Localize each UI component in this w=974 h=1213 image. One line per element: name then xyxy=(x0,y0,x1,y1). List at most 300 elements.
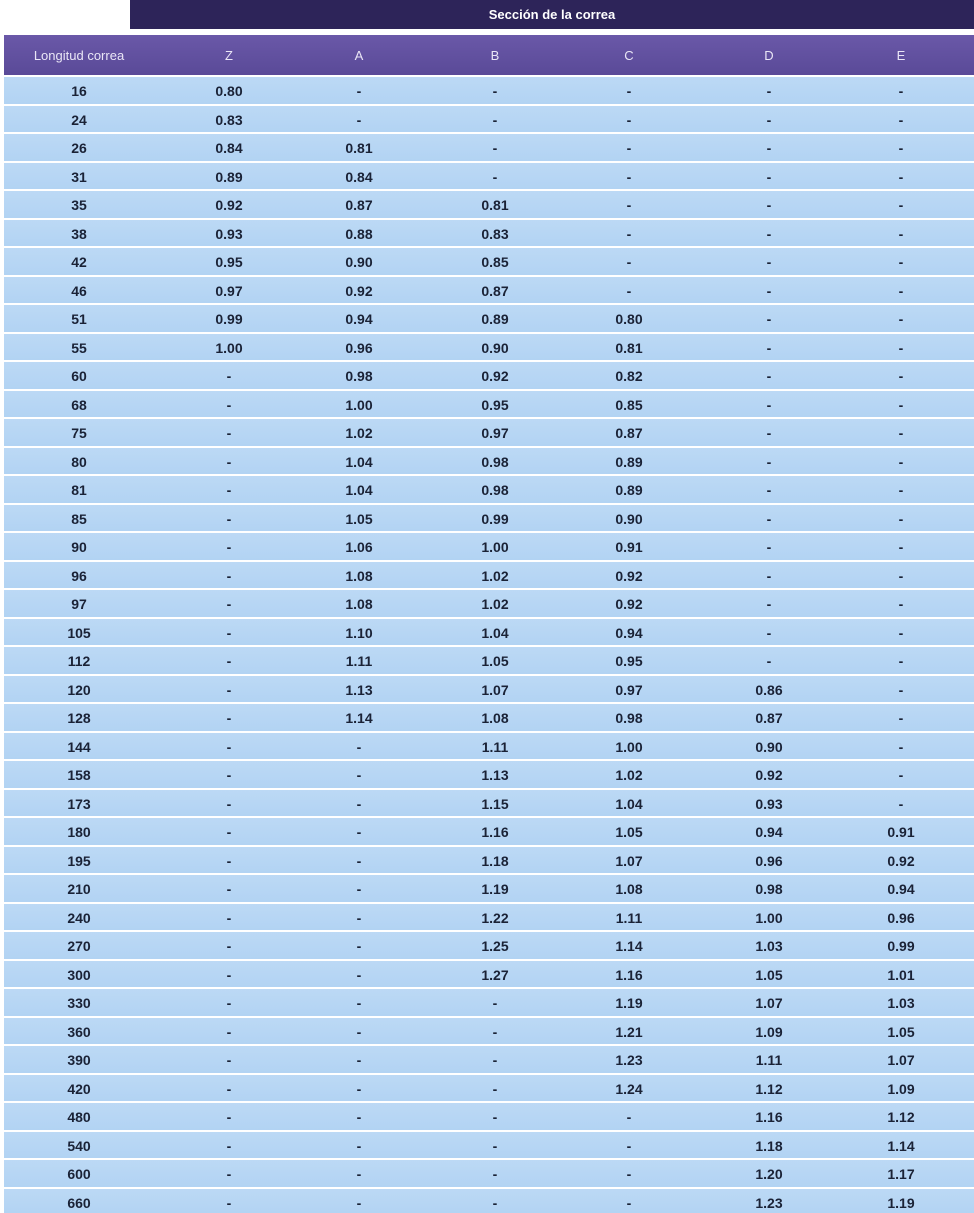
length-cell: 81 xyxy=(71,482,87,498)
table-row xyxy=(4,163,974,190)
factor-cell: 1.24 xyxy=(615,1080,643,1097)
factor-cell: 0.81 xyxy=(481,197,509,213)
factor-cell: - xyxy=(766,510,772,527)
factor-cell: 0.91 xyxy=(615,539,643,555)
factor-cell: - xyxy=(356,995,362,1011)
factor-cell: 0.92 xyxy=(481,368,509,384)
factor-cell: 0.98 xyxy=(481,453,509,470)
factor-cell: 1.04 xyxy=(345,453,373,470)
length-cell: 42 xyxy=(71,254,87,270)
factor-cell: - xyxy=(898,140,904,156)
factor-cell: 0.81 xyxy=(345,140,373,156)
factor-cell: 1.17 xyxy=(887,1166,915,1182)
factor-cell: 0.98 xyxy=(345,368,373,384)
factor-cell: - xyxy=(898,282,904,299)
factor-cell: 1.00 xyxy=(615,738,643,755)
factor-cell: 0.97 xyxy=(215,282,243,299)
table-row xyxy=(4,847,974,874)
factor-cell: 1.14 xyxy=(345,710,373,726)
factor-cell: 1.00 xyxy=(755,909,783,926)
table-row xyxy=(4,704,974,731)
factor-cell: - xyxy=(226,938,232,954)
length-cell: 75 xyxy=(71,425,87,441)
factor-cell: 1.02 xyxy=(615,767,643,783)
factor-cell: 1.00 xyxy=(215,339,243,356)
table-row xyxy=(4,476,974,503)
factor-cell: 0.93 xyxy=(755,795,783,812)
length-cell: 480 xyxy=(67,1109,91,1125)
factor-cell: - xyxy=(766,653,772,669)
factor-cell: - xyxy=(226,738,232,755)
factor-cell: - xyxy=(356,1023,362,1040)
table-row xyxy=(4,77,974,104)
table-row xyxy=(4,1189,974,1213)
length-cell: 180 xyxy=(67,824,91,840)
length-cell: 46 xyxy=(71,282,87,299)
factor-cell: - xyxy=(626,111,632,128)
factor-cell: 0.94 xyxy=(345,311,373,327)
factor-cell: - xyxy=(766,539,772,555)
factor-cell: - xyxy=(766,596,772,612)
factor-cell: - xyxy=(898,738,904,755)
factor-cell: - xyxy=(766,140,772,156)
table-row xyxy=(4,790,974,817)
length-cell: 240 xyxy=(67,909,91,926)
factor-cell: - xyxy=(766,567,772,584)
factor-cell: 1.23 xyxy=(755,1194,783,1211)
table-row xyxy=(4,875,974,902)
factor-cell: 1.19 xyxy=(887,1194,915,1211)
factor-cell: 0.90 xyxy=(755,738,783,755)
factor-cell: 0.80 xyxy=(615,311,643,327)
factor-cell: 1.08 xyxy=(345,567,373,584)
table-row xyxy=(4,1075,974,1102)
factor-cell: - xyxy=(226,995,232,1011)
factor-cell: 1.12 xyxy=(755,1080,783,1097)
factor-cell: - xyxy=(356,1194,362,1211)
factor-cell: 0.92 xyxy=(345,282,373,299)
factor-cell: - xyxy=(492,1023,498,1040)
factor-cell: 0.92 xyxy=(887,852,915,869)
factor-cell: - xyxy=(226,624,232,641)
length-cell: 270 xyxy=(67,938,91,954)
factor-cell: - xyxy=(226,1080,232,1097)
factor-cell: 0.92 xyxy=(215,197,243,213)
factor-cell: - xyxy=(898,311,904,327)
length-cell: 38 xyxy=(71,225,87,242)
factor-cell: - xyxy=(626,1137,632,1154)
factor-cell: - xyxy=(626,1194,632,1211)
factor-cell: - xyxy=(492,995,498,1011)
factor-cell: - xyxy=(766,254,772,270)
factor-cell: 1.08 xyxy=(345,596,373,612)
factor-cell: 1.07 xyxy=(755,995,783,1011)
factor-cell: 0.91 xyxy=(887,824,915,840)
factor-cell: 0.99 xyxy=(887,938,915,954)
table-row xyxy=(4,1160,974,1187)
factor-cell: 0.85 xyxy=(615,396,643,413)
factor-cell: - xyxy=(898,453,904,470)
factor-cell: - xyxy=(626,1109,632,1125)
factor-cell: 0.83 xyxy=(481,225,509,242)
factor-cell: 0.87 xyxy=(481,282,509,299)
factor-cell: - xyxy=(226,425,232,441)
factor-cell: - xyxy=(898,225,904,242)
factor-cell: - xyxy=(898,795,904,812)
length-cell: 158 xyxy=(67,767,91,783)
table-row xyxy=(4,989,974,1016)
table-row xyxy=(4,248,974,275)
factor-cell: 1.11 xyxy=(755,1052,783,1068)
factor-cell: 1.21 xyxy=(615,1023,643,1040)
table-row xyxy=(4,305,974,332)
factor-cell: 1.15 xyxy=(481,795,509,812)
factor-cell: - xyxy=(898,254,904,270)
length-cell: 210 xyxy=(67,881,91,897)
table-row xyxy=(4,134,974,161)
factor-cell: - xyxy=(766,368,772,384)
length-cell: 35 xyxy=(71,197,87,213)
length-cell: 112 xyxy=(67,653,91,669)
factor-cell: 0.80 xyxy=(215,83,243,99)
factor-cell: - xyxy=(492,1194,498,1211)
factor-cell: - xyxy=(356,738,362,755)
factor-cell: - xyxy=(492,168,498,185)
factor-cell: 1.09 xyxy=(755,1023,783,1040)
factor-cell: - xyxy=(626,197,632,213)
factor-cell: 0.98 xyxy=(481,482,509,498)
factor-cell: - xyxy=(626,254,632,270)
factor-cell: 1.25 xyxy=(481,938,509,954)
table-row xyxy=(4,818,974,845)
length-cell: 51 xyxy=(71,311,87,327)
table-row xyxy=(4,334,974,361)
factor-cell: - xyxy=(898,567,904,584)
header-z: Z xyxy=(225,47,233,63)
factor-cell: 1.00 xyxy=(345,396,373,413)
factor-cell: 1.05 xyxy=(755,966,783,983)
factor-cell: - xyxy=(766,453,772,470)
factor-cell: 1.18 xyxy=(755,1137,783,1154)
factor-cell: 1.22 xyxy=(481,909,509,926)
factor-cell: - xyxy=(898,482,904,498)
factor-cell: 0.84 xyxy=(215,140,243,156)
factor-cell: - xyxy=(766,282,772,299)
length-cell: 660 xyxy=(67,1194,91,1211)
table-row xyxy=(4,419,974,446)
factor-cell: - xyxy=(492,1137,498,1154)
factor-cell: 1.05 xyxy=(887,1023,915,1040)
table-row xyxy=(4,362,974,389)
factor-cell: 0.90 xyxy=(345,254,373,270)
factor-cell: 1.16 xyxy=(481,824,509,840)
length-cell: 120 xyxy=(67,681,91,698)
factor-cell: 1.16 xyxy=(615,966,643,983)
factor-cell: - xyxy=(898,681,904,698)
factor-cell: - xyxy=(226,767,232,783)
factor-cell: - xyxy=(226,396,232,413)
factor-cell: - xyxy=(766,225,772,242)
factor-cell: 1.08 xyxy=(615,881,643,897)
factor-cell: - xyxy=(226,596,232,612)
length-cell: 96 xyxy=(71,567,87,584)
factor-cell: 0.97 xyxy=(615,681,643,698)
table-row xyxy=(4,761,974,788)
table-row xyxy=(4,733,974,760)
factor-cell: - xyxy=(356,966,362,983)
factor-cell: - xyxy=(356,767,362,783)
factor-cell: - xyxy=(492,1080,498,1097)
factor-cell: 1.05 xyxy=(615,824,643,840)
length-cell: 68 xyxy=(71,396,87,413)
factor-cell: 1.04 xyxy=(345,482,373,498)
table-row xyxy=(4,448,974,475)
factor-cell: 1.12 xyxy=(887,1109,915,1125)
factor-cell: - xyxy=(226,710,232,726)
factor-cell: 0.94 xyxy=(887,881,915,897)
factor-cell: - xyxy=(226,1166,232,1182)
length-cell: 26 xyxy=(71,140,87,156)
factor-cell: - xyxy=(898,168,904,185)
length-cell: 105 xyxy=(67,624,91,641)
factor-cell: - xyxy=(492,1166,498,1182)
length-cell: 195 xyxy=(67,852,91,869)
length-cell: 60 xyxy=(71,368,87,384)
table-row xyxy=(4,1132,974,1159)
factor-cell: 1.08 xyxy=(481,710,509,726)
factor-cell: 1.11 xyxy=(615,909,643,926)
factor-cell: - xyxy=(226,824,232,840)
factor-cell: - xyxy=(898,197,904,213)
factor-cell: - xyxy=(226,453,232,470)
table-row xyxy=(4,590,974,617)
factor-cell: 0.89 xyxy=(615,453,643,470)
factor-cell: 1.23 xyxy=(615,1052,643,1068)
factor-cell: - xyxy=(898,767,904,783)
factor-cell: 1.05 xyxy=(481,653,509,669)
table-row xyxy=(4,533,974,560)
factor-cell: - xyxy=(356,938,362,954)
length-cell: 80 xyxy=(71,453,87,470)
factor-cell: 1.10 xyxy=(345,624,373,641)
factor-cell: - xyxy=(226,681,232,698)
factor-cell: 1.27 xyxy=(481,966,509,983)
factor-cell: - xyxy=(356,111,362,128)
factor-cell: 0.86 xyxy=(755,681,783,698)
factor-cell: 0.97 xyxy=(481,425,509,441)
factor-cell: - xyxy=(356,1137,362,1154)
factor-cell: - xyxy=(766,396,772,413)
length-cell: 16 xyxy=(71,83,87,99)
factor-cell: - xyxy=(356,1109,362,1125)
factor-cell: 1.16 xyxy=(755,1109,783,1125)
header-e: E xyxy=(896,47,906,63)
length-cell: 85 xyxy=(71,510,87,527)
factor-cell: - xyxy=(766,197,772,213)
factor-cell: - xyxy=(356,1080,362,1097)
factor-cell: - xyxy=(898,83,904,99)
factor-cell: 0.88 xyxy=(345,225,373,242)
factor-cell: - xyxy=(898,624,904,641)
table-row xyxy=(4,220,974,247)
length-cell: 540 xyxy=(67,1137,91,1154)
factor-cell: - xyxy=(226,1194,232,1211)
factor-cell: - xyxy=(226,1109,232,1125)
header-c: C xyxy=(624,47,634,63)
factor-cell: 1.13 xyxy=(481,767,509,783)
factor-cell: 1.06 xyxy=(345,539,373,555)
factor-cell: 1.11 xyxy=(481,738,509,755)
factor-cell: 1.07 xyxy=(887,1052,915,1068)
factor-cell: 1.18 xyxy=(481,852,509,869)
length-cell: 31 xyxy=(71,168,87,185)
factor-cell: - xyxy=(356,1166,362,1182)
table-row xyxy=(4,1103,974,1130)
factor-cell: - xyxy=(898,539,904,555)
factor-cell: - xyxy=(492,111,498,128)
table-row xyxy=(4,505,974,532)
factor-cell: 0.89 xyxy=(481,311,509,327)
factor-cell: - xyxy=(356,824,362,840)
factor-cell: - xyxy=(226,482,232,498)
factor-cell: 1.14 xyxy=(615,938,643,954)
table-row xyxy=(4,961,974,988)
factor-cell: - xyxy=(356,1052,362,1068)
factor-cell: - xyxy=(226,1137,232,1154)
factor-cell: 1.04 xyxy=(481,624,509,641)
factor-cell: 0.87 xyxy=(615,425,643,441)
factor-cell: - xyxy=(898,653,904,669)
table-row xyxy=(4,1046,974,1073)
table-row xyxy=(4,191,974,218)
factor-cell: - xyxy=(226,653,232,669)
factor-cell: 0.90 xyxy=(615,510,643,527)
factor-cell: 1.19 xyxy=(615,995,643,1011)
factor-cell: 0.92 xyxy=(615,567,643,584)
factor-cell: - xyxy=(356,881,362,897)
factor-cell: - xyxy=(766,111,772,128)
factor-cell: 0.93 xyxy=(215,225,243,242)
factor-cell: - xyxy=(356,83,362,99)
factor-cell: 0.95 xyxy=(215,254,243,270)
factor-cell: - xyxy=(766,339,772,356)
factor-cell: 0.99 xyxy=(481,510,509,527)
header-a: A xyxy=(354,47,364,63)
factor-cell: 1.19 xyxy=(481,881,509,897)
factor-cell: 0.96 xyxy=(887,909,915,926)
length-cell: 173 xyxy=(67,795,91,812)
table-row xyxy=(4,647,974,674)
table-row xyxy=(4,106,974,133)
factor-cell: 1.13 xyxy=(345,681,373,698)
header-longitud: Longitud correa xyxy=(33,47,125,63)
factor-cell: - xyxy=(766,83,772,99)
factor-cell: 0.94 xyxy=(755,824,783,840)
factor-cell: 0.87 xyxy=(345,197,373,213)
factor-cell: - xyxy=(356,852,362,869)
factor-cell: 0.87 xyxy=(755,710,783,726)
length-cell: 55 xyxy=(71,339,87,356)
factor-cell: 1.03 xyxy=(755,938,783,954)
factor-cell: 0.94 xyxy=(615,624,643,641)
factor-cell: - xyxy=(898,710,904,726)
factor-cell: 1.11 xyxy=(345,653,373,669)
table-row xyxy=(4,904,974,931)
factor-cell: - xyxy=(226,795,232,812)
factor-cell: - xyxy=(356,909,362,926)
header-d: D xyxy=(764,47,774,63)
section-title: Sección de la correa xyxy=(130,0,974,29)
factor-cell: - xyxy=(898,510,904,527)
table-row xyxy=(4,562,974,589)
factor-cell: 1.07 xyxy=(615,852,643,869)
length-cell: 24 xyxy=(71,111,87,128)
factor-cell: - xyxy=(766,624,772,641)
factor-cell: - xyxy=(226,539,232,555)
factor-cell: - xyxy=(226,1052,232,1068)
factor-cell: - xyxy=(226,966,232,983)
factor-cell: - xyxy=(898,596,904,612)
factor-cell: - xyxy=(492,1052,498,1068)
factor-cell: 1.02 xyxy=(481,596,509,612)
factor-cell: 1.02 xyxy=(481,567,509,584)
factor-cell: 1.09 xyxy=(887,1080,915,1097)
factor-cell: - xyxy=(626,225,632,242)
table-row xyxy=(4,676,974,703)
factor-cell: 1.20 xyxy=(755,1166,783,1182)
factor-cell: 1.03 xyxy=(887,995,915,1011)
table-row xyxy=(4,391,974,418)
factor-cell: 0.96 xyxy=(755,852,783,869)
factor-cell: - xyxy=(492,1109,498,1125)
length-cell: 144 xyxy=(67,738,91,755)
factor-cell: - xyxy=(626,1166,632,1182)
length-cell: 330 xyxy=(67,995,91,1011)
factor-cell: - xyxy=(626,168,632,185)
length-cell: 128 xyxy=(67,710,91,726)
factor-cell: 1.05 xyxy=(345,510,373,527)
factor-cell: 0.99 xyxy=(215,311,243,327)
factor-cell: - xyxy=(226,368,232,384)
factor-cell: 1.07 xyxy=(481,681,509,698)
factor-cell: 0.81 xyxy=(615,339,643,356)
factor-cell: - xyxy=(626,140,632,156)
factor-cell: - xyxy=(898,339,904,356)
factor-cell: 0.92 xyxy=(755,767,783,783)
factor-cell: - xyxy=(226,852,232,869)
factor-cell: 1.14 xyxy=(887,1137,915,1154)
length-cell: 90 xyxy=(71,539,87,555)
factor-cell: - xyxy=(626,83,632,99)
length-cell: 600 xyxy=(67,1166,91,1182)
factor-cell: - xyxy=(766,168,772,185)
table-row xyxy=(4,277,974,304)
factor-cell: 0.95 xyxy=(615,653,643,669)
factor-cell: 1.02 xyxy=(345,425,373,441)
factor-cell: - xyxy=(492,83,498,99)
factor-cell: 0.95 xyxy=(481,396,509,413)
factor-cell: 0.89 xyxy=(215,168,243,185)
factor-cell: - xyxy=(226,567,232,584)
factor-cell: - xyxy=(898,111,904,128)
factor-cell: - xyxy=(898,425,904,441)
factor-cell: 0.98 xyxy=(755,881,783,897)
factor-cell: 0.98 xyxy=(615,710,643,726)
factor-cell: 0.82 xyxy=(615,368,643,384)
factor-cell: - xyxy=(226,881,232,897)
length-cell: 97 xyxy=(71,596,87,612)
factor-cell: - xyxy=(766,311,772,327)
